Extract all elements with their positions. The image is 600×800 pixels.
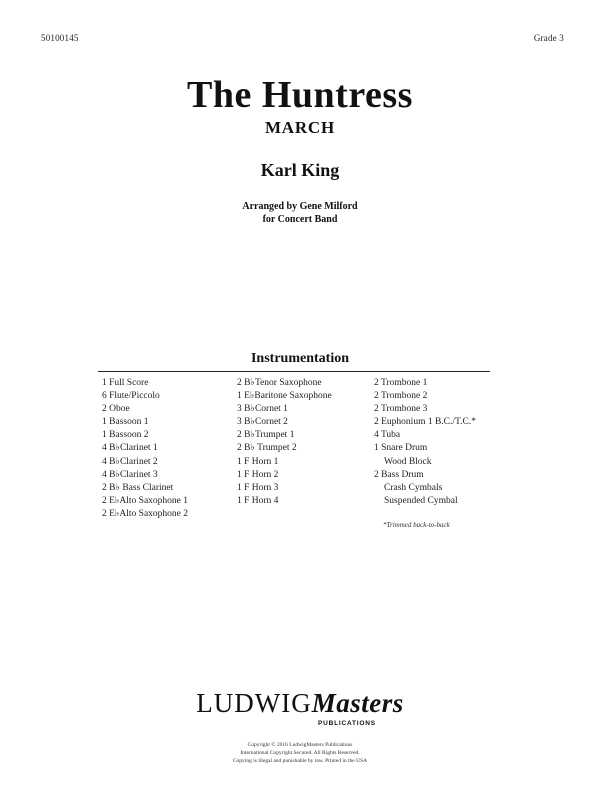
instrument-item: 1 Snare Drum <box>374 443 428 454</box>
publisher-name-part2: Masters <box>311 688 404 718</box>
instrument-item: 4 B♭Clarinet 2 <box>102 456 158 467</box>
instrument-item: Wood Block <box>384 456 432 467</box>
page-title: The Huntress <box>187 74 413 116</box>
page-subtitle: MARCH <box>264 118 336 137</box>
instrumentation-heading: Instrumentation <box>250 351 349 366</box>
instrument-item: 2 Trombone 1 <box>374 378 428 388</box>
instrument-item: 2 Euphonium 1 B.C./T.C.* <box>374 417 476 428</box>
copyright-line: Copyright © 2016 LudwigMasters Publications <box>247 742 353 748</box>
instrument-item: 3 B♭Cornet 1 <box>237 404 288 415</box>
instrument-item: 1 F Horn 1 <box>237 456 279 467</box>
ensemble-label: for Concert Band <box>262 214 338 225</box>
instrument-item: Suspended Cymbal <box>384 495 458 506</box>
instrument-item: 2 B♭Trumpet 1 <box>237 430 295 441</box>
copyright-line: Copying is illegal and punishable by law. Printed in the USA <box>232 758 368 764</box>
instrument-item: 1 Full Score <box>102 378 149 388</box>
instrumentation-column-2 <box>237 377 332 508</box>
copyright-notice <box>0 741 600 765</box>
instrumentation-footnote: *Trimmed back-to-back <box>383 521 450 529</box>
instrument-item: 3 B♭Cornet 2 <box>237 417 288 428</box>
instrument-item: 4 B♭Clarinet 3 <box>102 469 158 480</box>
instrument-item: 2 B♭ Bass Clarinet <box>102 482 174 493</box>
instrument-item: 2 Trombone 3 <box>374 404 428 415</box>
instrument-item: 2 E♭Alto Saxophone 1 <box>102 495 189 506</box>
instrumentation-divider <box>98 371 490 372</box>
composer-name: Karl King <box>260 160 340 180</box>
instrument-item: 2 B♭ Trumpet 2 <box>237 443 297 454</box>
instrument-item: 2 Bass Drum <box>374 469 424 480</box>
instrument-item: Crash Cymbals <box>384 482 443 493</box>
instrument-item: 1 F Horn 2 <box>237 469 279 480</box>
instrument-item: 4 Tuba <box>374 430 401 441</box>
publisher-wordmark <box>196 688 403 718</box>
instrument-item: 2 Trombone 2 <box>374 391 428 402</box>
instrument-item: 4 B♭Clarinet 1 <box>102 443 158 454</box>
publisher-name-part1: LUDWIG <box>196 688 312 718</box>
arranger-credit: Arranged by Gene Milford <box>242 201 358 212</box>
publisher-tagline: PUBLICATIONS <box>318 720 376 727</box>
instrument-item: 1 F Horn 4 <box>237 495 279 506</box>
instrument-item: 1 Bassoon 1 <box>102 417 149 428</box>
catalog-number: 50100145 <box>41 33 79 43</box>
instrument-item: 2 Oboe <box>102 404 130 415</box>
instrument-item: 2 B♭Tenor Saxophone <box>237 378 322 388</box>
instrumentation-column-1 <box>102 377 188 521</box>
grade-label: Grade 3 <box>533 33 564 43</box>
copyright-line: International Copyright Secured. All Rights Reserved. <box>240 750 360 756</box>
instrumentation-column-3 <box>374 377 476 508</box>
instrument-item: 6 Flute/Piccolo <box>102 391 160 402</box>
instrument-item: 1 E♭Baritone Saxophone <box>237 391 332 402</box>
publisher-logo <box>0 688 600 727</box>
instrument-item: 1 Bassoon 2 <box>102 430 149 441</box>
instrument-item: 2 E♭Alto Saxophone 2 <box>102 508 189 519</box>
instrument-item: 1 F Horn 3 <box>237 482 279 493</box>
